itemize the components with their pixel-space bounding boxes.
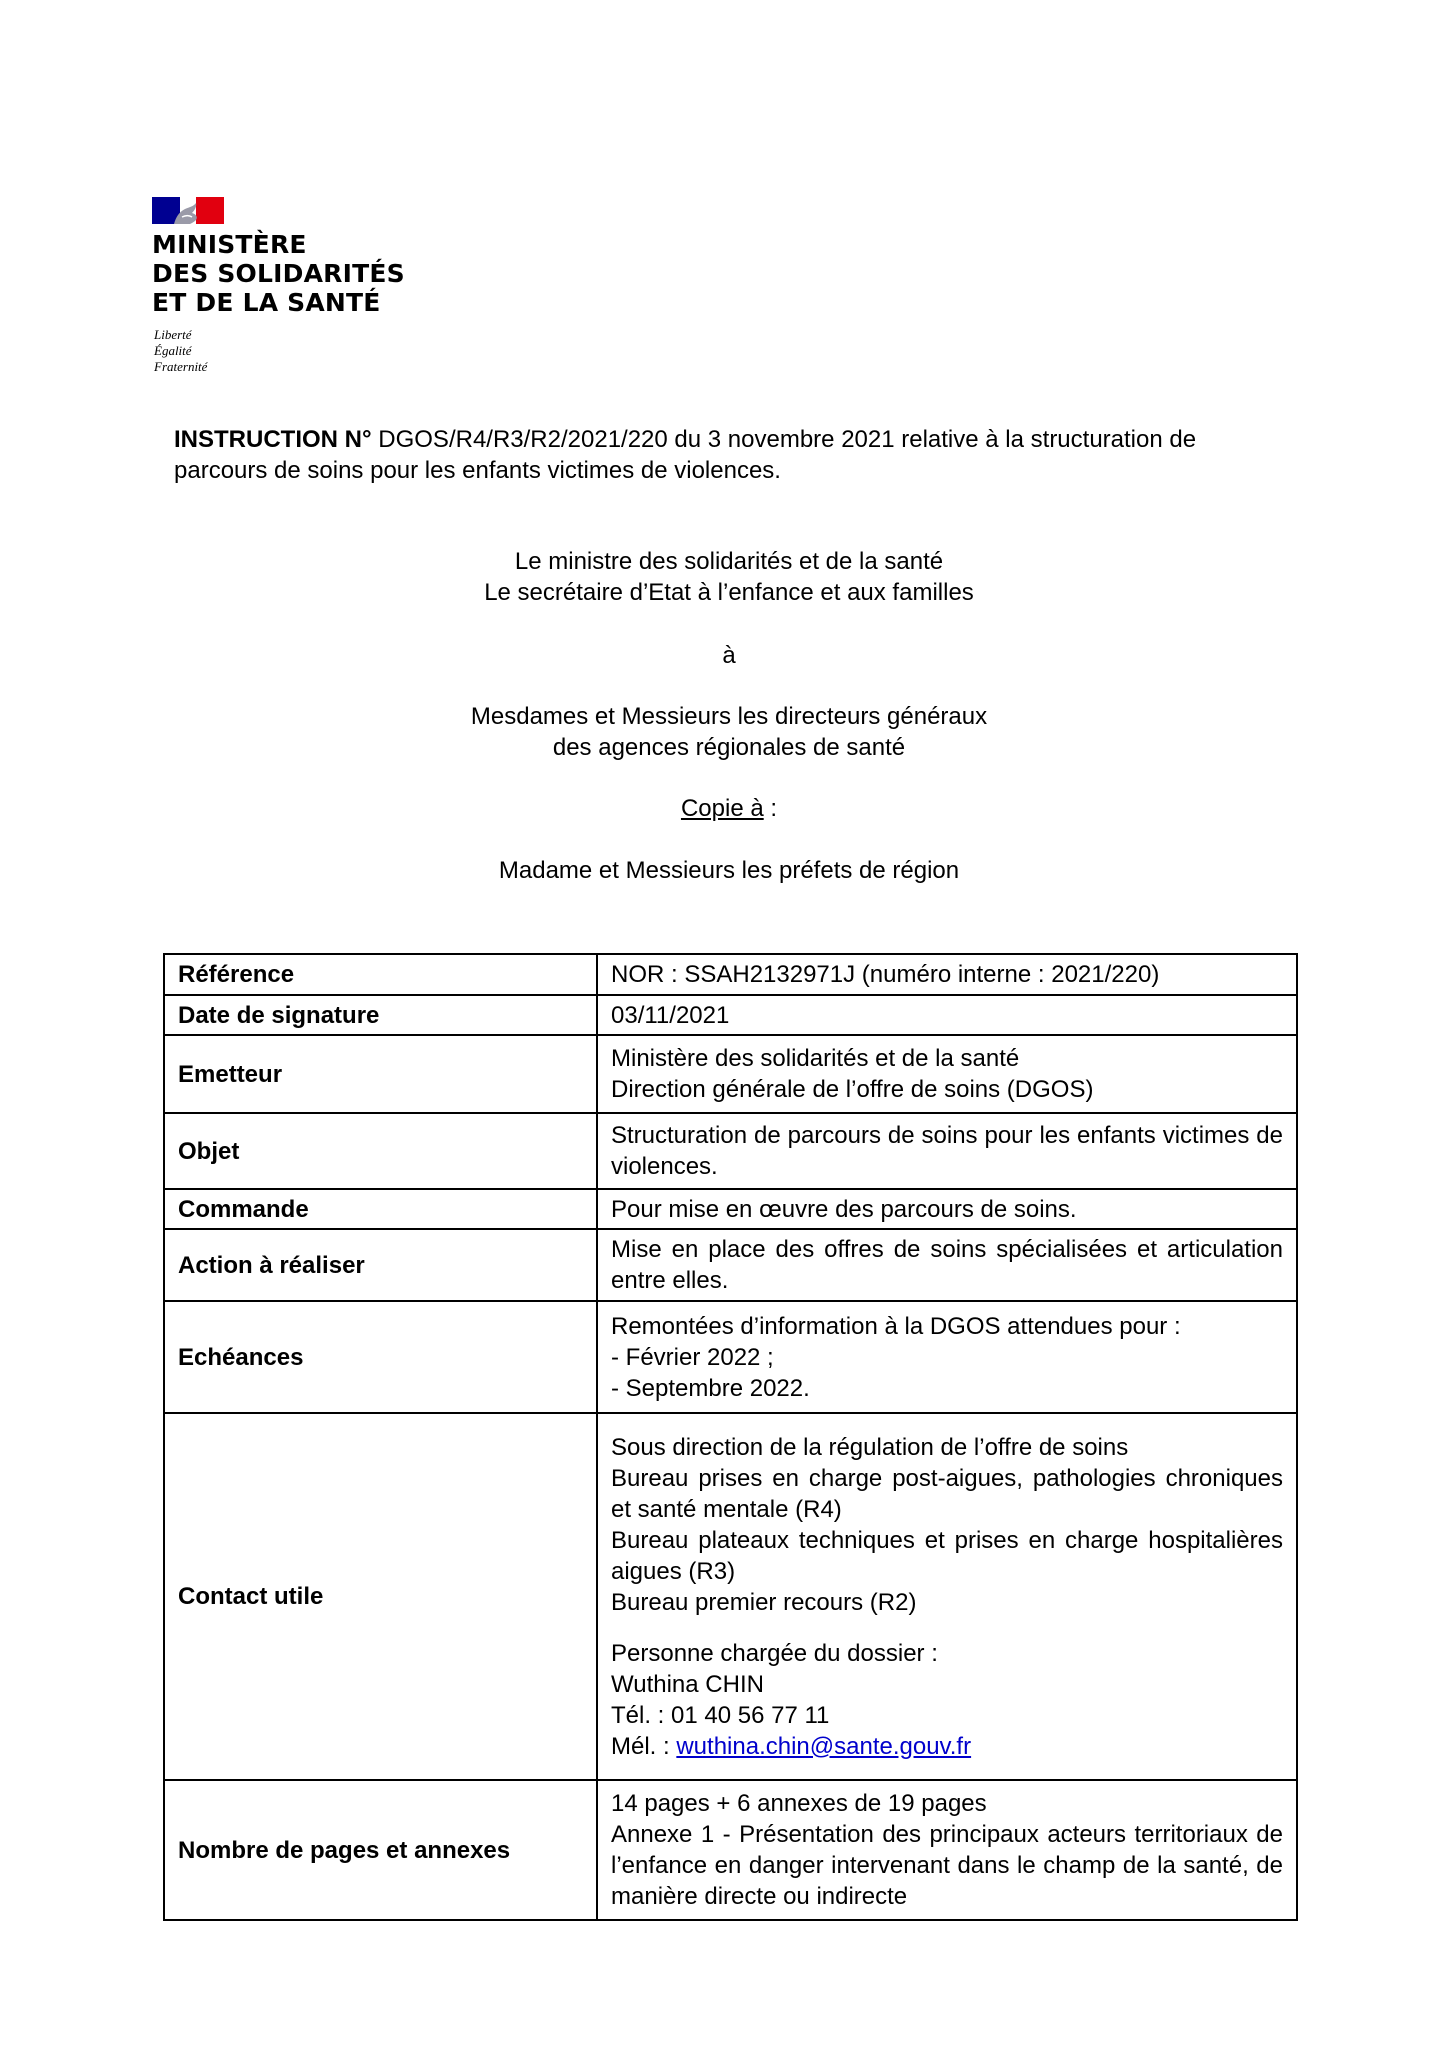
contact-person-label: Personne chargée du dossier : <box>611 1639 938 1667</box>
motto-line: Fraternité <box>154 359 208 374</box>
republic-motto <box>154 327 207 375</box>
sender-block <box>174 546 1284 608</box>
ministry-line: ET DE LA SANTÉ <box>152 288 381 317</box>
contact-key: Contact utile <box>164 1413 597 1780</box>
copy-recipient: Madame et Messieurs les préfets de région <box>498 857 960 884</box>
contact-line: Bureau plateaux techniques et prises en charge hospitalières aigues (R3) <box>611 1526 1283 1585</box>
table-row <box>164 1301 1297 1413</box>
contact-value <box>597 1413 1297 1780</box>
object-key: Objet <box>164 1113 597 1189</box>
motto-line: Liberté <box>154 327 192 342</box>
action-value: Mise en place des offres de soins spécialisées et articulation entre elles. <box>597 1229 1297 1301</box>
to-word: à <box>722 642 736 669</box>
pages-value <box>597 1780 1297 1920</box>
sender-line: Le ministre des solidarités et de la santé <box>514 548 944 575</box>
table-row <box>164 1229 1297 1301</box>
reference-key: Référence <box>164 954 597 995</box>
emitter-key: Emetteur <box>164 1035 597 1113</box>
marianne-flag-icon <box>152 197 224 224</box>
ministry-name <box>152 230 452 317</box>
deadlines-key: Echéances <box>164 1301 597 1413</box>
sender-line: Le secrétaire d’Etat à l’enfance et aux familles <box>484 579 974 606</box>
deadlines-line: - Février 2022 ; <box>611 1343 774 1371</box>
deadlines-value <box>597 1301 1297 1413</box>
ministry-line: MINISTÈRE <box>152 230 307 259</box>
contact-line: Sous direction de la régulation de l’offre de soins <box>611 1433 1129 1461</box>
contact-line: Bureau prises en charge post-aigues, pathologies chroniques et santé mentale (R4) <box>611 1464 1283 1523</box>
order-value: Pour mise en œuvre des parcours de soins. <box>597 1189 1297 1229</box>
recipient-line: des agences régionales de santé <box>552 734 906 761</box>
copy-label <box>174 793 1284 824</box>
emitter-line: Direction générale de l’offre de soins (DGOS) <box>611 1076 1094 1103</box>
deadlines-line: - Septembre 2022. <box>611 1374 810 1402</box>
reference-table <box>163 953 1298 1921</box>
instruction-title <box>174 424 1294 486</box>
reference-value: NOR : SSAH2132971J (numéro interne : 2021/220) <box>597 954 1297 995</box>
pages-key: Nombre de pages et annexes <box>164 1780 597 1920</box>
recipient-block <box>174 701 1284 763</box>
pages-line: 14 pages + 6 annexes de 19 pages <box>611 1790 987 1817</box>
emitter-value <box>597 1035 1297 1113</box>
object-value: Structuration de parcours de soins pour les enfants victimes de violences. <box>597 1113 1297 1189</box>
contact-mail-link[interactable]: wuthina.chin@sante.gouv.fr <box>676 1732 972 1760</box>
recipient-line: Mesdames et Messieurs les directeurs généraux <box>470 703 988 730</box>
contact-line: Bureau premier recours (R2) <box>611 1588 917 1616</box>
table-row <box>164 954 1297 995</box>
emitter-line: Ministère des solidarités et de la santé <box>611 1045 1020 1072</box>
order-key: Commande <box>164 1189 597 1229</box>
contact-mail-line <box>611 1731 1283 1762</box>
copy-colon: : <box>763 795 778 822</box>
date-value: 03/11/2021 <box>597 995 1297 1035</box>
ministry-line: DES SOLIDARITÉS <box>152 259 405 288</box>
action-key: Action à réaliser <box>164 1229 597 1301</box>
contact-mail-label: Mél. : <box>611 1732 677 1760</box>
table-row <box>164 1780 1297 1920</box>
pages-line: Annexe 1 - Présentation des principaux acteurs territoriaux de l’enfance en danger intervenant dans le champ de la santé, de manière directe ou indirecte <box>611 1821 1283 1910</box>
spacer <box>611 1618 1283 1638</box>
instruction-text: DGOS/R4/R3/R2/2021/220 du 3 novembre 2021 relative à la structuration de parcours de soins pour les enfants victimes de violences. <box>174 426 1197 484</box>
copy-label-text: Copie à <box>680 795 764 822</box>
table-row <box>164 995 1297 1035</box>
motto-line: Égalité <box>154 343 192 358</box>
contact-phone: Tél. : 01 40 56 77 11 <box>611 1701 830 1729</box>
instruction-label: INSTRUCTION N° <box>174 426 372 453</box>
contact-name: Wuthina CHIN <box>611 1670 764 1698</box>
table-row <box>164 1189 1297 1229</box>
deadlines-line: Remontées d’information à la DGOS attendues pour : <box>611 1312 1181 1340</box>
date-key: Date de signature <box>164 995 597 1035</box>
table-row <box>164 1413 1297 1780</box>
table-row <box>164 1035 1297 1113</box>
table-row <box>164 1113 1297 1189</box>
